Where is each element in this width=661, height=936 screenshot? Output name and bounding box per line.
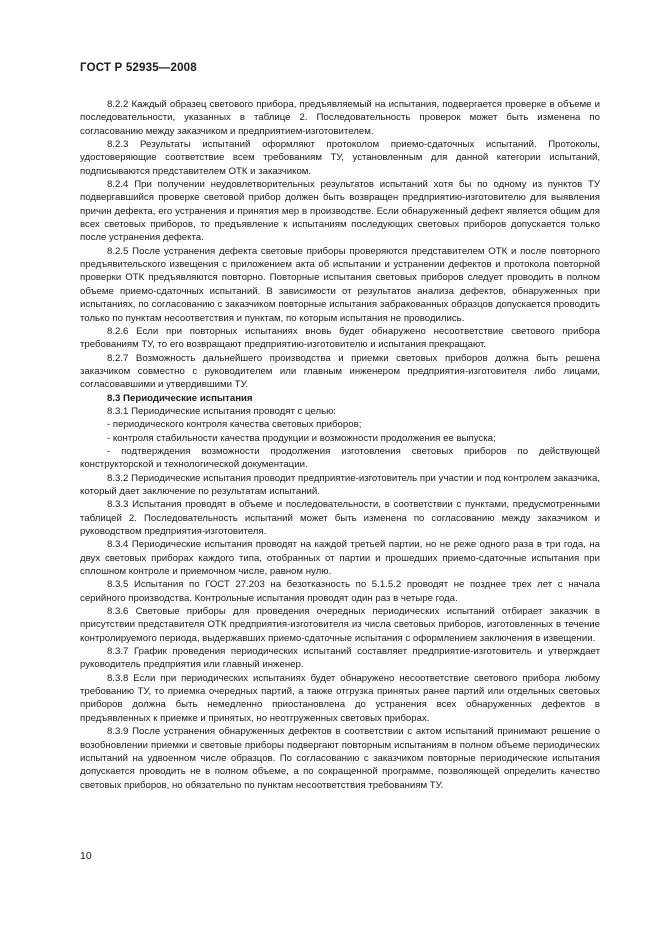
document-body: [80, 98, 600, 792]
paragraph-8-3-1: 8.3.1 Периодические испытания проводят с целью:: [107, 405, 336, 417]
page-number: 10: [80, 850, 92, 862]
paragraph-8-3-3: 8.3.3 Испытания проводят в объеме и последовательности, в соответствии с пунктами, предусмотренными таблицей 2. Последовательность испытаний может быть изменена по согласованию между заказчиком и руководством предприятия-изготовителя.: [80, 499, 600, 537]
list-item: - контроля стабильности качества продукции и возможности продолжения ее выпуска;: [107, 432, 496, 444]
section-heading-8-3: 8.3 Периодические испытания: [107, 392, 253, 404]
paragraph-8-3-9: 8.3.9 После устранения обнаруженных дефектов в соответствии с актом испытаний принимают решение о возобновлении приемки и световые приборы подвергают повторным испытаниям в полном объеме периодических испытаний на удвоенном числе образцов. По согласованию с заказчиком повторные периодические испытания допускается проводить не в полном объеме, а по сокращенной программе, позволяющей определить качество световых приборов, но обязательно по пунктам несоответствия требованиям ТУ.: [80, 726, 600, 791]
paragraph-8-3-5: 8.3.5 Испытания по ГОСТ 27.203 на безотказность по 5.1.5.2 проводят не позднее трех лет с начала серийного производства. Контрольные испытания проводят один раз в четыре года.: [80, 579, 600, 604]
paragraph-8-3-6: 8.3.6 Световые приборы для проведения очередных периодических испытаний отбирает заказчик в присутствии представителя ОТК предприятия-изготовителя из числа световых приборов, изготовленных в течение контролируемого периода, выдержавших приемо-сдаточные испытания с оформлением заключения в извещении.: [80, 606, 600, 644]
paragraph-8-2-6: 8.2.6 Если при повторных испытаниях вновь будет обнаружено несоответствие светового прибора требованиям ТУ, то его возвращают предприятию-изготовителю и испытания прекращают.: [80, 325, 600, 351]
paragraph-8-2-7: 8.2.7 Возможность дальнейшего производства и приемки световых приборов должна быть решена заказчиком совместно с руководителем или главным инженером предприятия-изготовителя либо лицами, согласовавшими и утвердившими ТУ.: [80, 352, 600, 391]
paragraph-8-2-2: 8.2.2 Каждый образец светового прибора, предъявляемый на испытания, подвергается проверке в объеме и последовательности, указанных в таблице 2. Последовательность проверок может быть изменена по согласованию между заказчиком и предприятием-изготовителем.: [80, 99, 600, 137]
list-item: - периодического контроля качества световых приборов;: [107, 419, 362, 431]
paragraph-8-2-5: 8.2.5 После устранения дефекта световые приборы проверяются представителем ОТК и после повторного предъявительского извещения с приложением акта об испытании и устранении дефектов и протокола повторной проверки ОТК предъявляются повторно. Повторные испытания световых приборов следует проводить в полном объеме приемо-сдаточных испытаний. В зависимости от результатов анализа дефектов, обнаруженных при испытаниях, по согласованию с заказчиком повторные испытания забракованных образцов допускается проводить только по пунктам несоответствия и пунктам, по которым испытания не проводились.: [80, 245, 600, 324]
paragraph-8-3-4: 8.3.4 Периодические испытания проводят на каждой третьей партии, но не реже одного раза в три года, на двух световых приборах каждого типа, отобранных от партии и прошедших приемо-сдаточные испытания при сплошном контроле и приемочном числе, равном нулю.: [80, 539, 600, 578]
paragraph-8-2-4: 8.2.4 При получении неудовлетворительных результатов испытаний хотя бы по одному из пунктов ТУ подвергавшийся проверке световой прибор должен быть возвращен предприятию-изготовителю для выявления причин дефекта, его устранения и принятия мер в производстве. Если обнаруженный дефект является общим для всех световых приборов, то предъявление к испытаниям последующих световых приборов допускается только после устранения дефекта.: [80, 179, 600, 244]
paragraph-8-3-8: 8.3.8 Если при периодических испытаниях будет обнаружено несоответствие светового прибора любому требованию ТУ, то приемка очередных партий, а также отгрузка принятых ранее партий или отдельных световых приборов должна быть немедленно приостановлена до устранения всех обнаруженных дефектов в предъявленных к приемке и принятых, но неотгруженных световых приборах.: [80, 672, 600, 724]
paragraph-8-2-3: 8.2.3 Результаты испытаний оформляют протоколом приемо-сдаточных испытаний. Протоколы, удостоверяющие соответствие всем требованиям ТУ, установленным для данной категории испытаний, подписываются представителем ОТК и заказчиком.: [80, 139, 600, 177]
paragraph-8-3-2: 8.3.2 Периодические испытания проводит предприятие-изготовитель при участии и под контролем заказчика, который дает заключение по результатам испытаний.: [80, 472, 600, 497]
document-header: ГОСТ Р 52935—2008: [80, 62, 197, 74]
paragraph-8-3-7: 8.3.7 График проведения периодических испытаний составляет предприятие-изготовитель и утверждает руководитель предприятия или главный инженер.: [80, 646, 600, 671]
list-item: - подтверждения возможности продолжения изготовления световых приборов по действующей конструкторской и технологической документации.: [80, 445, 600, 471]
